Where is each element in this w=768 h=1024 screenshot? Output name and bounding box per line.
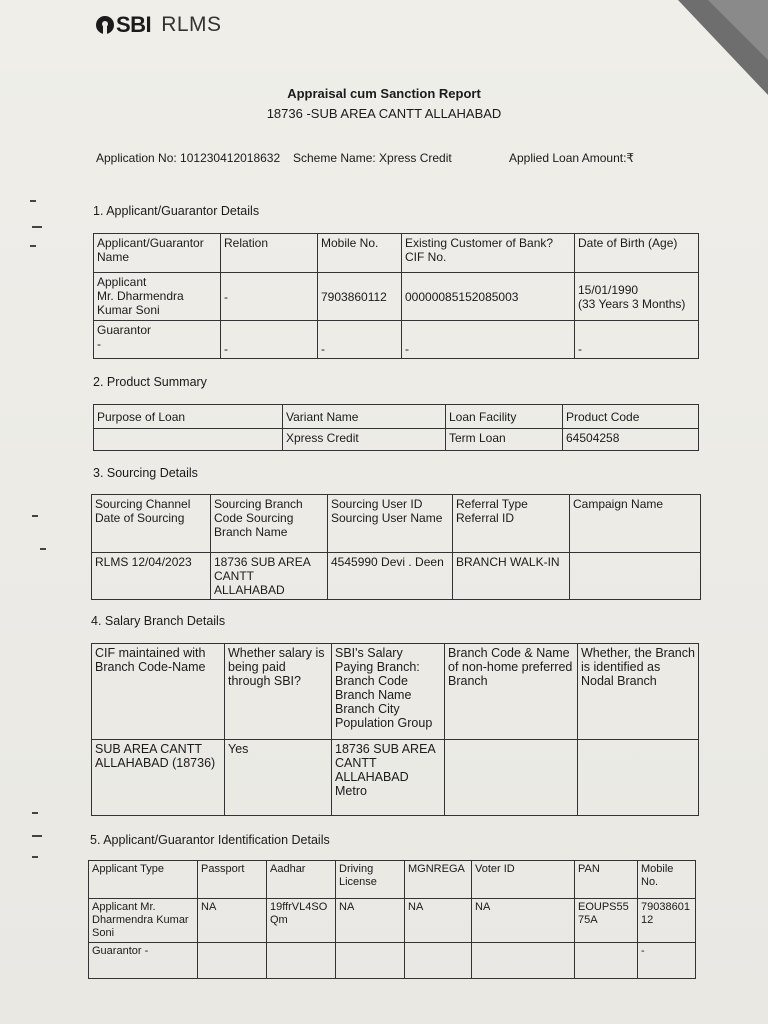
section-3-heading: 3. Sourcing Details bbox=[93, 466, 198, 480]
passport-cell: NA bbox=[198, 899, 267, 943]
section-5-heading: 5. Applicant/Guarantor Identification Details bbox=[90, 833, 330, 847]
cif-cell: 00000085152085003 bbox=[402, 273, 575, 321]
pan-cell: EOUPS55 75A bbox=[575, 899, 638, 943]
header-cell: Mobile No. bbox=[638, 861, 696, 899]
header-cell: Product Code bbox=[563, 405, 699, 429]
product-code-cell: 64504258 bbox=[563, 429, 699, 451]
preferred-branch-cell bbox=[445, 740, 578, 816]
table-header-row bbox=[92, 644, 699, 740]
header-cell: Aadhar bbox=[267, 861, 336, 899]
aadhar-cell bbox=[267, 943, 336, 979]
mobile-cell: - bbox=[318, 321, 402, 359]
nodal-branch-cell bbox=[578, 740, 699, 816]
mgnrega-cell: NA bbox=[405, 899, 472, 943]
applicant-guarantor-table bbox=[93, 233, 699, 359]
applicant-name-cell bbox=[94, 273, 221, 321]
scheme-name: Scheme Name: Xpress Credit bbox=[293, 151, 452, 165]
purpose-cell bbox=[94, 429, 283, 451]
facility-cell: Term Loan bbox=[446, 429, 563, 451]
voter-id-cell bbox=[472, 943, 575, 979]
header-cell: CIF maintained with Branch Code-Name bbox=[92, 644, 225, 740]
guarantor-type: Guarantor bbox=[97, 323, 152, 337]
user-cell: 4545990 Devi . Deen bbox=[328, 553, 453, 600]
driving-license-cell bbox=[336, 943, 405, 979]
applicant-type: Applicant bbox=[97, 275, 147, 289]
mobile-cell: 79038601 12 bbox=[638, 899, 696, 943]
age-value: (33 Years 3 Months) bbox=[578, 296, 686, 311]
logo-text: SBI bbox=[116, 12, 152, 37]
salary-branch-table bbox=[91, 643, 699, 816]
header-cell: MGNREGA bbox=[405, 861, 472, 899]
header-cell: Referral Type Referral ID bbox=[453, 495, 570, 553]
relation-cell: - bbox=[221, 321, 318, 359]
mobile-cell: - bbox=[638, 943, 696, 979]
header-cell: Applicant Type bbox=[89, 861, 198, 899]
dob-cell bbox=[575, 273, 699, 321]
header-cell: Sourcing Channel Date of Sourcing bbox=[92, 495, 211, 553]
header-cell: Campaign Name bbox=[570, 495, 701, 553]
sourcing-details-table bbox=[91, 494, 701, 600]
header-cell: Variant Name bbox=[283, 405, 446, 429]
table-row bbox=[94, 321, 699, 359]
table-row bbox=[89, 899, 696, 943]
cif-branch-cell: SUB AREA CANTT ALLAHABAD (18736) bbox=[92, 740, 225, 816]
header-cell: Voter ID bbox=[472, 861, 575, 899]
table-row bbox=[89, 943, 696, 979]
salary-through-sbi-cell: Yes bbox=[225, 740, 332, 816]
table-header-row bbox=[92, 495, 701, 553]
header-cell: Applicant/Guarantor Name bbox=[94, 234, 221, 273]
mobile-cell: 7903860112 bbox=[318, 273, 402, 321]
header-cell: Existing Customer of Bank? CIF No. bbox=[402, 234, 575, 273]
relation-cell: - bbox=[221, 273, 318, 321]
app-name: RLMS bbox=[161, 13, 222, 36]
salary-branch-cell: 18736 SUB AREA CANTT ALLAHABAD Metro bbox=[332, 740, 445, 816]
header-cell: Driving License bbox=[336, 861, 405, 899]
application-number: Application No: 101230412018632 bbox=[96, 151, 281, 165]
header-cell: Loan Facility bbox=[446, 405, 563, 429]
identification-table bbox=[88, 860, 696, 979]
guarantor-name-cell bbox=[94, 321, 221, 359]
applicant-type-cell: Guarantor - bbox=[89, 943, 198, 979]
table-row bbox=[92, 740, 699, 816]
mgnrega-cell bbox=[405, 943, 472, 979]
header-cell: Branch Code & Name of non-home preferred Branch bbox=[445, 644, 578, 740]
header-cell: Date of Birth (Age) bbox=[575, 234, 699, 273]
section-4-heading: 4. Salary Branch Details bbox=[91, 614, 226, 628]
cif-cell: - bbox=[402, 321, 575, 359]
guarantor-name: - bbox=[97, 337, 101, 351]
driving-license-cell: NA bbox=[336, 899, 405, 943]
header-cell: Sourcing User ID Sourcing User Name bbox=[328, 495, 453, 553]
applied-loan-amount: Applied Loan Amount:₹ bbox=[509, 151, 635, 165]
referral-cell: BRANCH WALK-IN bbox=[453, 553, 570, 600]
table-row bbox=[94, 429, 699, 451]
report-title: Appraisal cum Sanction Report bbox=[287, 86, 481, 101]
pan-cell bbox=[575, 943, 638, 979]
dob-value: 15/01/1990 bbox=[578, 282, 639, 297]
sbi-logo-icon bbox=[96, 16, 114, 34]
table-row bbox=[94, 273, 699, 321]
header-cell: Whether, the Branch is identified as Nodal Branch bbox=[578, 644, 699, 740]
channel-cell: RLMS 12/04/2023 bbox=[92, 553, 211, 600]
section-2-heading: 2. Product Summary bbox=[93, 375, 207, 389]
header-cell: Whether salary is being paid through SBI? bbox=[225, 644, 332, 740]
header-cell: Sourcing Branch Code Sourcing Branch Name bbox=[211, 495, 328, 553]
header-cell: PAN bbox=[575, 861, 638, 899]
header-cell: Purpose of Loan bbox=[94, 405, 283, 429]
report-branch: 18736 -SUB AREA CANTT ALLAHABAD bbox=[266, 106, 502, 121]
table-header-row bbox=[94, 405, 699, 429]
dob-cell: - bbox=[575, 321, 699, 359]
page-corner-shadow bbox=[678, 0, 768, 95]
header-cell: Mobile No. bbox=[318, 234, 402, 273]
header-cell: SBI's Salary Paying Branch: Branch Code Branch Name Branch City Population Group bbox=[332, 644, 445, 740]
header-cell: Passport bbox=[198, 861, 267, 899]
aadhar-cell: 19ffrVL4SO Qm bbox=[267, 899, 336, 943]
product-summary-table bbox=[93, 404, 699, 451]
variant-cell: Xpress Credit bbox=[283, 429, 446, 451]
voter-id-cell: NA bbox=[472, 899, 575, 943]
passport-cell bbox=[198, 943, 267, 979]
applicant-name: Mr. Dharmendra Kumar Soni bbox=[97, 289, 184, 317]
branch-cell: 18736 SUB AREA CANTT ALLAHABAD bbox=[211, 553, 328, 600]
table-header-row bbox=[89, 861, 696, 899]
sbi-logo bbox=[96, 12, 222, 38]
section-1-heading: 1. Applicant/Guarantor Details bbox=[93, 204, 260, 218]
campaign-cell bbox=[570, 553, 701, 600]
table-row bbox=[92, 553, 701, 600]
applicant-type-cell: Applicant Mr. Dharmendra Kumar Soni bbox=[89, 899, 198, 943]
table-header-row bbox=[94, 234, 699, 273]
header-cell: Relation bbox=[221, 234, 318, 273]
